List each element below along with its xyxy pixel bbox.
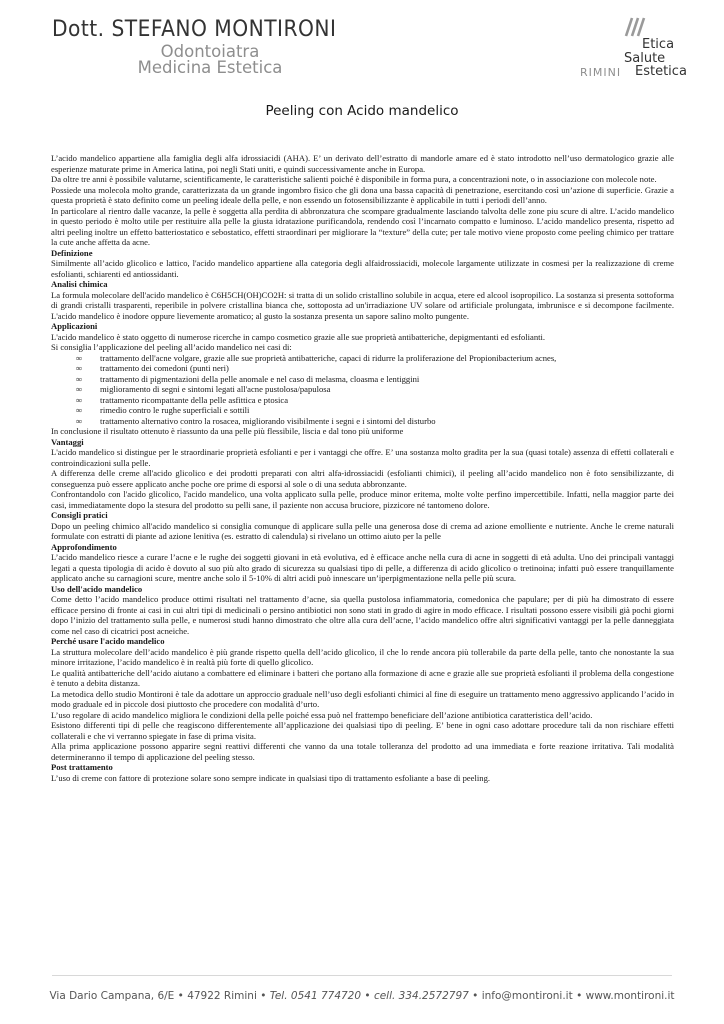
- list-item: [51, 353, 674, 364]
- paragraph: L’uso di creme con fattore di protezione solare sono sempre indicate in qualsiasi tipo di trattamento esfoliante a base di peeling.: [51, 772, 491, 783]
- infinity-bullet-icon: ∞: [76, 384, 83, 394]
- paragraph: La struttura molecolare dell’acido mandelico è più grande rispetto quella dell’acido glicolico, il che lo rende ancora più tollerabile da parte della pelle, tanto che nonostante la sua minore irritazione, l’acido mandelico è in realtà più forte di quello glicolico.: [51, 646, 674, 667]
- paragraph: Da oltre tre anni è possibile valutarne, scientificamente, le caratteristiche salienti poiché è disponibile in forma pura, a concentrazioni note, o in associazione con molecole note.: [51, 174, 657, 184]
- footer-separator: •: [576, 990, 583, 1002]
- list-item: [51, 395, 674, 406]
- list-item-text: miglioramento di segni e sintomi legati all'acne pustolosa/papulosa: [100, 384, 331, 394]
- infinity-bullet-icon: ∞: [76, 415, 83, 426]
- footer-contacts: [0, 990, 724, 1002]
- paragraph: Alla prima applicazione possono apparire segni reattivi differenti che vanno da una totale tolleranza del prodotto ad una immediata e forte reazione irritativa. Tali modalità determineranno il tempo di applicazione del peeling stesso.: [51, 741, 674, 762]
- infinity-bullet-icon: ∞: [76, 352, 83, 363]
- paragraph: Le qualità antibatteriche dell’acido aiutano a combattere ed eliminare i batteri che portano alla formazione di acne e grazie alle sue proprietà esfolianti il problema della congestione è tenuto a debita distanza.: [51, 667, 674, 688]
- clinic-logo: [580, 16, 700, 80]
- applications-list: [51, 353, 674, 427]
- paragraph: In conclusione il risultato ottenuto è riassunto da una pelle più flessibile, liscia e dal tono più uniforme: [51, 426, 404, 436]
- list-item-text: rimedio contro le rughe superficiali e sottili: [100, 405, 250, 415]
- footer-separator: •: [472, 990, 479, 1002]
- list-item: [51, 374, 674, 385]
- triple-slash-mark-icon: [620, 16, 646, 38]
- footer-separator: •: [364, 990, 371, 1002]
- logo-city: RIMINI: [580, 66, 622, 79]
- footer-website-link[interactable]: www.montironi.it: [585, 990, 675, 1002]
- section-heading-analisi-chimica: Analisi chimica: [51, 279, 108, 289]
- paragraph: La metodica dello studio Montironi è tale da adottare un approccio graduale nell’uso degli esfolianti chimici al fine di eseguire un trattamento meno aggressivo applicando l’acido in modo graduale ed in piccole dosi piuttosto che procedere con modalità d’urto.: [51, 688, 674, 709]
- logo-word-salute: Salute: [624, 51, 666, 66]
- footer-mobile: cell. 334.2572797: [373, 990, 469, 1002]
- specialty-dentistry: Odontoiatra: [160, 42, 260, 61]
- section-heading-definizione: Definizione: [51, 247, 93, 258]
- footer-phone: Tel. 0541 774720: [269, 990, 362, 1002]
- logo-word-etica: Etica: [642, 37, 675, 52]
- document-title: Peeling con Acido mandelico: [265, 103, 459, 119]
- section-heading-uso: Uso dell'acido mandelico: [51, 583, 143, 594]
- paragraph: L’uso regolare di acido mandelico migliora le condizioni della pelle poiché essa può nel frattempo beneficiare dell’azione antibiotica caratteristica dell’acido.: [51, 709, 593, 720]
- paragraph: Dopo un peeling chimico all'acido mandelico si consiglia comunque di applicare sulla pelle una generosa dose di crema ad azione emolliente e nutriente. Anche le creme naturali formulate con estratti di piante ad azione lenitiva (es. estratto di calendula) si rivelano un ottimo aiuto per la pelle: [51, 520, 674, 541]
- section-heading-consigli-pratici: Consigli pratici: [51, 510, 108, 520]
- footer-email-link[interactable]: info@montironi.it: [481, 990, 573, 1002]
- list-item-text: trattamento ricompattante della pelle asfittica e ptosica: [100, 394, 289, 405]
- paragraph: Esistono differenti tipi di pelle che reagiscono differentemente all’applicazione dei qualsiasi tipo di peeling. E’ bene in ogni caso adottare procedure tali da non rischiare effetti collaterali e che vi verranno spiegate in fase di prima visita.: [51, 720, 674, 741]
- list-item: [51, 416, 674, 427]
- list-item: [51, 363, 674, 374]
- section-heading-applicazioni: Applicazioni: [51, 321, 98, 331]
- logo-word-estetica: Estetica: [635, 64, 687, 79]
- paragraph: Possiede una molecola molto grande, caratterizzata da un grande ingombro fisico che gli dona una bassa capacità di penetrazione, esercitando così un’azione di superficie. Grazie a questa proprietà è stato definito come un peeling ideale della pelle, e non essendo un fotosensibilizzante è applicabile in tutti i periodi dell’anno.: [51, 184, 674, 205]
- infinity-bullet-icon: ∞: [76, 373, 83, 384]
- paragraph: L'acido mandelico si distingue per le straordinarie proprietà esfolianti e per i vantaggi che offre. E’ una sostanza molto gradita per la sua (quasi totale) assenza di effetti collaterali e controindicazioni sulla pelle.: [51, 447, 674, 468]
- paragraph: L'acido mandelico è stato oggetto di numerose ricerche in campo cosmetico grazie alle sue proprietà antibatteriche, depigmentanti ed esfolianti.: [51, 331, 546, 342]
- list-item-text: trattamento dell'acne volgare, grazie alle sue proprietà antibatteriche, capaci di ridurre la proliferazione del Propionibacterium acnes,: [100, 352, 557, 363]
- paragraph: Come detto l’acido mandelico produce ottimi risultati nel trattamento d’acne, sia quella pustolosa infiammatoria, comedonica che papulare; per di più ha dimostrato di essere efficace persino di fronte ai casi in cui altri tipi di medicinali o persino antibiotici non sono stati in grado di agire in modo efficace. I risultati possono essere visibili già pochi giorni dopo l’inizio del trattamento sulla pelle, e numerosi studi hanno dimostrato che oltre alla cura dell’acne, l’acido mandelico offre altri significativi vantaggi per la pelle danneggiata come nel caso di cicatrici post acneiche.: [51, 594, 674, 636]
- paragraph: In particolare al rientro dalle vacanze, la pelle è soggetta alla perdita di abbronzatura che scompare gradualmente lasciando talvolta delle zone piu scure di altre. L’acido mandelico in questo periodo è molto utile per restituire alla pelle la giusta idratazione purificandola, rendendo così l’incarnato compatto e luminoso. L’acido mandelico presenta, rispetto ad altri peeling inoltre un effetto batteriostatico e sebostatico, effetti straordinari per migliorare la “texture” della cute; per tale motivo viene proposto come peeling chimico per trattare la cute anche affetta da acne.: [51, 205, 674, 247]
- section-heading-perche: Perché usare l'acido mandelico: [51, 636, 165, 646]
- document-body: [51, 153, 674, 783]
- paragraph: A differenza delle creme all'acido glicolico e dei prodotti preparati con altri alfa-idrossiacidi (esfolianti chimici), il peeling all’acido mandelico non è foto sensibilizzante, di conseguenza può essere applicato anche poche ore prime di esporsi al sole o di una seduta abbronzante.: [51, 468, 674, 489]
- paragraph: L’acido mandelico riesce a curare l’acne e le rughe dei soggetti giovani in età evolutiva, ed è efficace anche nella cura di acne in soggetti di età adulta. Uno dei principali vantaggi legati a questa tipologia di acido è dovuto al suo più alto grado di sicurezza su qualsiasi tipo di pelle, a differenza di acido glicolico o tretinoina; infatti può essere tranquillamente applicato anche su carnagioni scure, mentre anche solo il 5-10% di altri acidi può innescare un’iperpigmentazione nella pelle più scura.: [51, 552, 674, 583]
- doctor-name: Dott. STEFANO MONTIRONI: [52, 17, 337, 42]
- paragraph: Si consiglia l’applicazione del peeling all’acido mandelico nei casi di:: [51, 342, 292, 352]
- list-item: [51, 384, 674, 395]
- list-item-text: trattamento dei comedoni (punti neri): [100, 363, 229, 373]
- infinity-bullet-icon: ∞: [76, 363, 83, 373]
- paragraph: Similmente all’acido glicolico e lattico, l'acido mandelico appartiene alla categoria degli alfaidrossiacidi, molecole largamente utilizzate in cosmesi per la realizzazione di creme esfolianti, schiarenti ed antiossidanti.: [51, 258, 674, 279]
- section-heading-approfondimento: Approfondimento: [51, 541, 117, 552]
- paragraph: L’acido mandelico appartiene alla famiglia degli alfa idrossiacidi (AHA). E’ un derivato dell’estratto di mandorle amare ed è stato introdotto nell’uso dermatologico grazie alle esperienze maturate prime in America latina, poi negli Stati uniti, e quindi successivamente anche in Europa.: [51, 153, 674, 174]
- list-item-text: trattamento di pigmentazioni della pelle anomale e nel caso di melasma, cloasma e lentiggini: [100, 373, 420, 384]
- paragraph: Confrontandolo con l'acido glicolico, l'acido mandelico, una volta applicato sulla pelle, produce minor eritema, molte volte perfino impercettibile. Infatti, nella maggior parte dei casi, immediatamente dopo la stesura del prodotto su pelli sane, il paziente non accusa bruciore, pizzicore né tantomeno dolore.: [51, 489, 674, 510]
- specialty-aesthetic-medicine: Medicina Estetica: [137, 58, 283, 77]
- paragraph: La formula molecolare dell'acido mandelico è C6H5CH(OH)CO2H: si tratta di un solido cristallino solubile in acqua, etere ed alcool isopropilico. La sostanza si presenta sottoforma di grandi cristalli trasparenti, reperibile in polvere cristallina bianca che, sottoposta ad un'irradiazione UV solare od artificiale prolungata, imbrunisce e si decompone facilmente. L'acido mandelico è inodore oppure lievemente aromatico; al gusto la sostanza presenta un sapore salino molto pungente.: [51, 289, 674, 321]
- infinity-bullet-icon: ∞: [76, 394, 83, 405]
- footer-divider: [52, 975, 672, 976]
- section-heading-post-trattamento: Post trattamento: [51, 762, 113, 772]
- list-item: [51, 405, 674, 416]
- letterhead: [0, 0, 724, 90]
- infinity-bullet-icon: ∞: [76, 405, 83, 415]
- list-item-text: trattamento alternativo contro la rosacea, migliorando visibilmente i segni e i sintomi del disturbo: [100, 415, 436, 426]
- section-heading-vantaggi: Vantaggi: [51, 436, 84, 447]
- footer-address: Via Dario Campana, 6/E • 47922 Rimini •: [49, 990, 267, 1002]
